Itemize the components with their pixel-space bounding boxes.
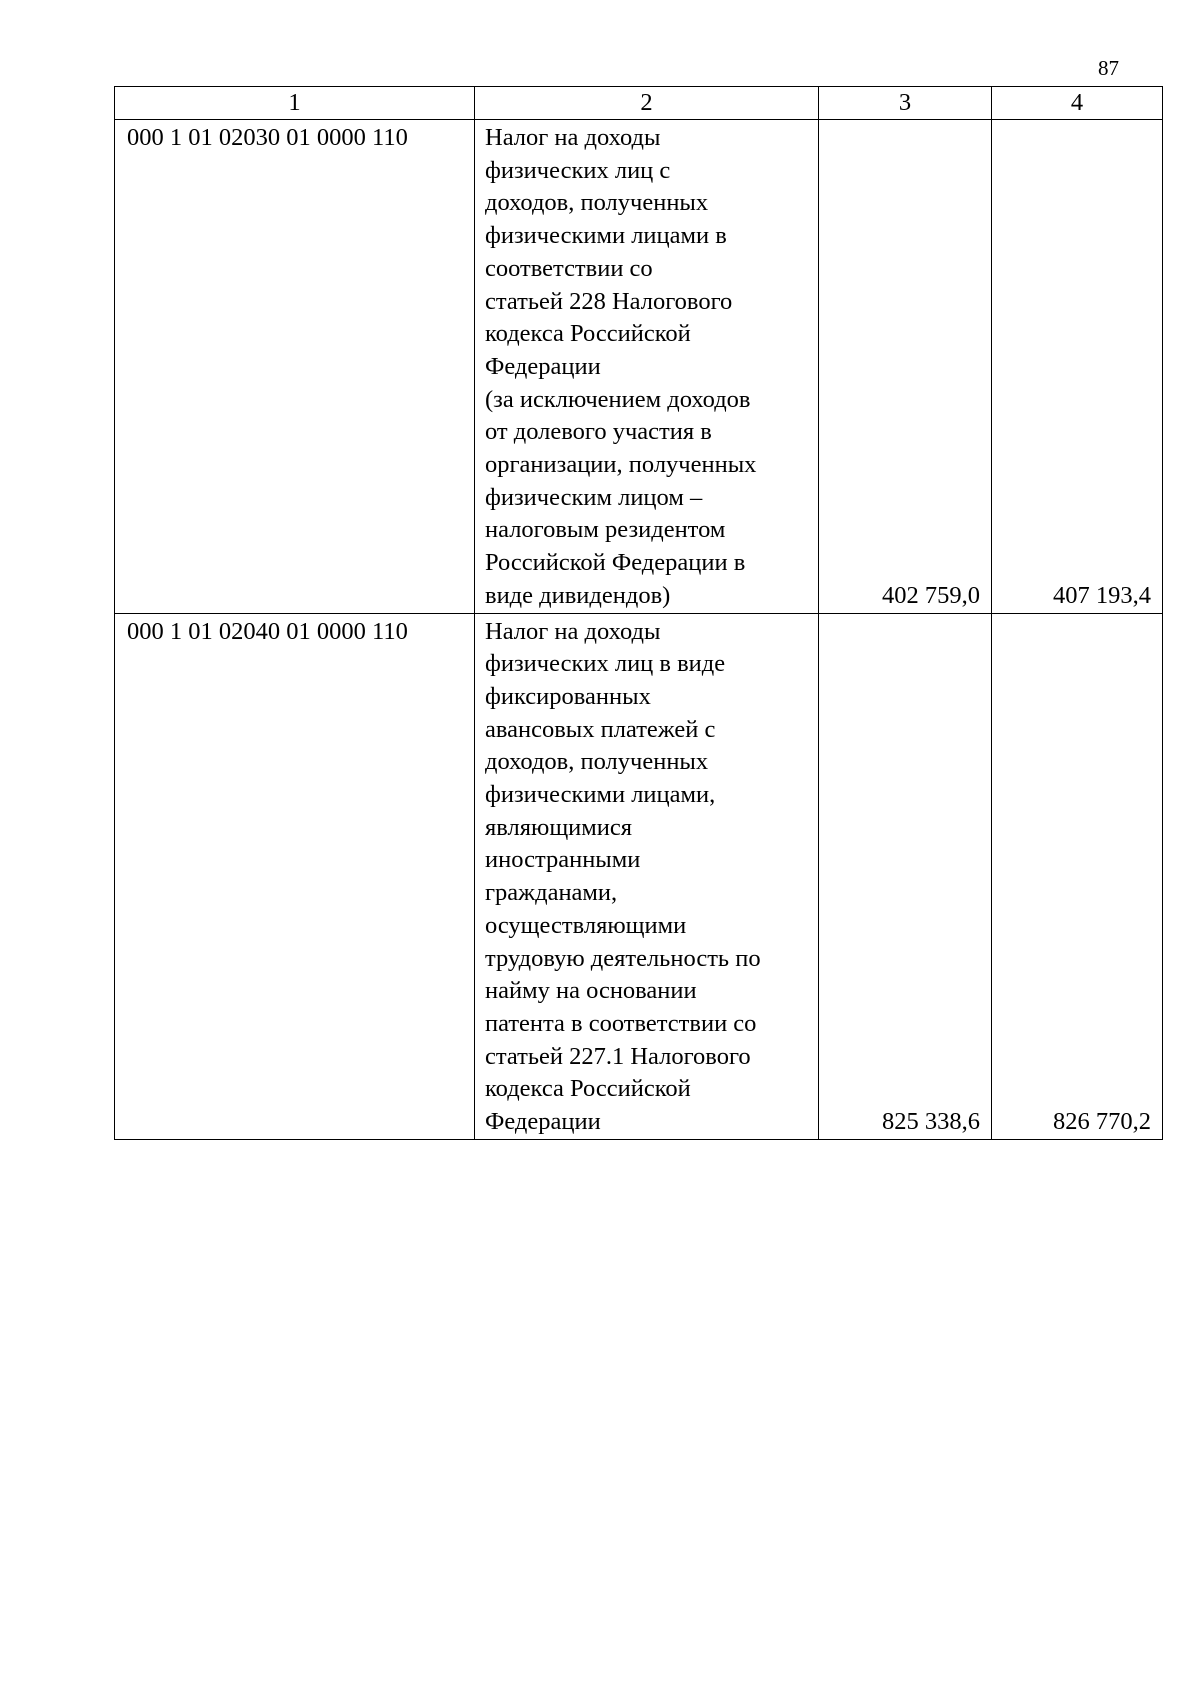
income-name-line: организации, полученных (485, 451, 757, 479)
column-header-3: 3 (819, 87, 992, 120)
income-name-line: патента в соответствии со (485, 1009, 757, 1037)
income-name-line: доходов, полученных (485, 748, 709, 776)
table-row (115, 120, 1163, 614)
income-name-line: иностранными (485, 846, 641, 874)
income-name-line: (за исключением доходов (485, 385, 751, 413)
header-row (115, 87, 1163, 120)
income-name-line: авансовых платежей с (485, 715, 716, 743)
income-name-line: статьей 228 Налогового (485, 287, 733, 315)
value-column-4: 407 193,4 (992, 120, 1163, 614)
income-name-line: кодекса Российской (485, 1075, 691, 1103)
income-name-line: Налог на доходы (485, 617, 661, 645)
income-name-line: статьей 227.1 Налогового (485, 1042, 751, 1070)
column-header-1: 1 (115, 87, 475, 120)
budget-table (114, 86, 1163, 1140)
income-name-cell (475, 120, 819, 614)
income-name-line: осуществляющими (485, 911, 687, 939)
column-header-4: 4 (992, 87, 1163, 120)
income-name-line: фиксированных (485, 682, 651, 710)
income-name-line: найму на основании (485, 977, 697, 1005)
page-number: 87 (1098, 56, 1119, 80)
income-name-line: налоговым резидентом (485, 516, 726, 544)
income-name-line: виде дивидендов) (485, 581, 671, 609)
income-name-line: Федерации (485, 352, 601, 380)
income-name-line: физических лиц с (485, 156, 671, 184)
income-name-line: соответствии со (485, 254, 653, 282)
income-name-line: физическим лицом – (485, 483, 703, 511)
income-name-line: физических лиц в виде (485, 650, 726, 678)
budget-code-cell: 000 1 01 02040 01 0000 110 (115, 613, 475, 1139)
income-name-line: от долевого участия в (485, 418, 712, 446)
table-row (115, 613, 1163, 1139)
income-name-line: Российской Федерации в (485, 549, 746, 577)
income-name-line: физическими лицами, (485, 781, 716, 809)
income-name-line: трудовую деятельность по (485, 944, 761, 972)
income-name-line: физическими лицами в (485, 222, 727, 250)
income-name-line: гражданами, (485, 879, 618, 907)
column-header-2: 2 (475, 87, 819, 120)
income-name-line: являющимися (485, 813, 633, 841)
income-name-line: Налог на доходы (485, 124, 661, 151)
value-column-3: 825 338,6 (819, 613, 992, 1139)
income-name-line: доходов, полученных (485, 189, 709, 217)
value-column-3: 402 759,0 (819, 120, 992, 614)
income-name-line: кодекса Российской (485, 320, 691, 348)
income-name-line: Федерации (485, 1108, 601, 1136)
income-name-cell (475, 613, 819, 1139)
budget-code-cell: 000 1 01 02030 01 0000 110 (115, 120, 475, 614)
value-column-4: 826 770,2 (992, 613, 1163, 1139)
